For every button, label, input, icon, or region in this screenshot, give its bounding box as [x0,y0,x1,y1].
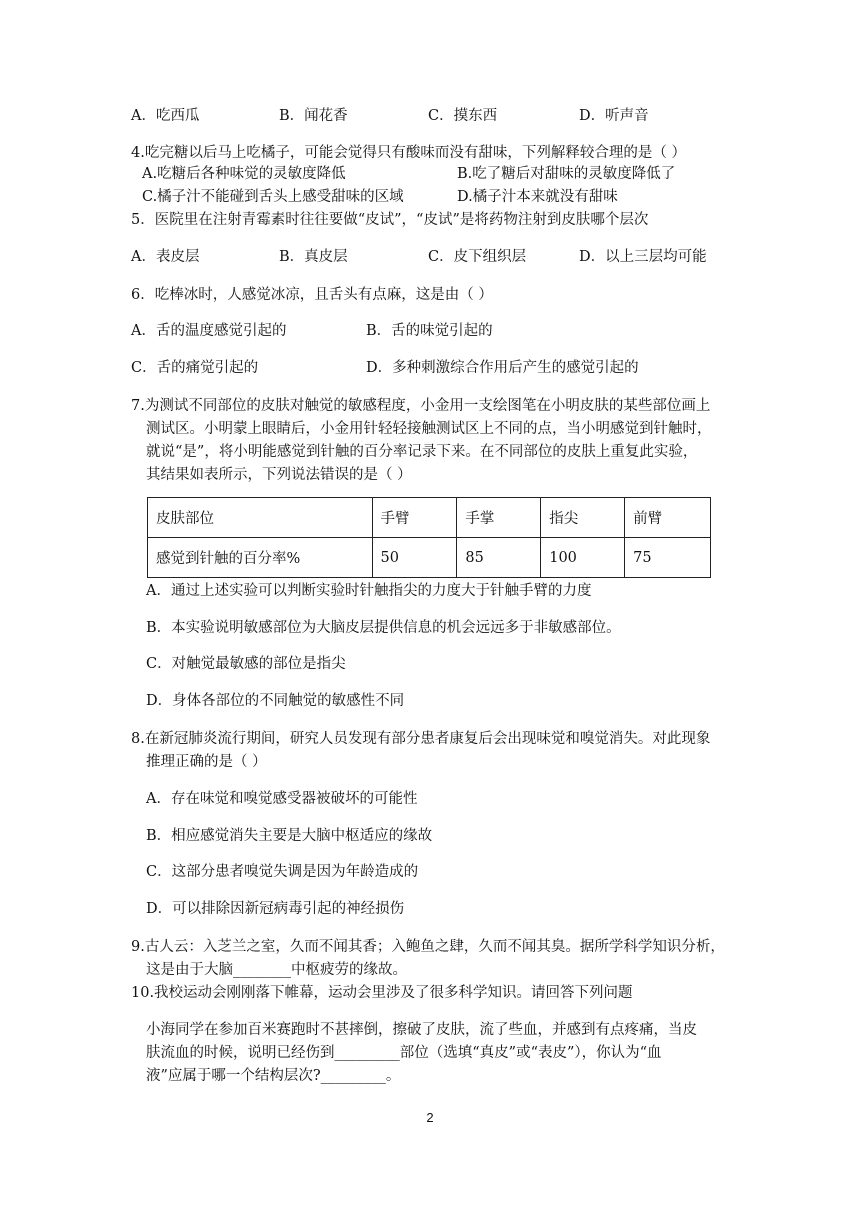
q6-option-a: A．舌的温度感觉引起的 [131,323,287,339]
q8-line-1: 8.在新冠肺炎流行期间，研究人员发现有部分患者康复后会出现味觉和嗅觉消失。对此现象 [131,731,711,747]
q10-intro: 10.我校运动会刚刚落下帷幕，运动会里涉及了很多科学知识。请回答下列问题 [131,985,633,1001]
table-cell: 85 [457,538,541,578]
q7-line-4: 其结果如表所示，下列说法错误的是（ ） [146,467,412,483]
table-cell: 指尖 [541,498,625,538]
page-number: 2 [426,1110,434,1125]
q4-option-c: C.橘子汁不能碰到舌头上感受甜味的区域 [142,189,404,205]
q10-line-2: 肤流血的时候，说明已经伤到_________部位（选填“真皮”或“表皮”），你认为“血 [146,1045,662,1061]
q7-option-a: A．通过上述实验可以判断实验时针触指尖的力度大于针触手臂的力度 [146,583,592,599]
q3-option-d: D．听声音 [579,108,649,124]
q8-option-b: B．相应感觉消失主要是大脑中枢适应的缘故 [146,828,433,844]
table-cell: 手臂 [372,498,457,538]
q6-option-d: D．多种刺激综合作用后产生的感觉引起的 [366,360,639,376]
q3-option-a: A．吃西瓜 [131,108,200,124]
table-header-row [148,498,711,538]
table-cell: 75 [625,538,711,578]
q6-option-b: B．舌的味觉引起的 [366,323,493,339]
q9-line-2: 这是由于大脑________中枢疲劳的缘故。 [146,962,407,978]
q7-line-2: 测试区。小明蒙上眼睛后，小金用针轻轻接触测试区上不同的点，当小明感觉到针触时， [146,421,712,437]
q10-line-1: 小海同学在参加百米赛跑时不甚摔倒，擦破了皮肤，流了些血，并感到有点疼痛，当皮 [146,1022,697,1038]
q10-line-3: 液”应属于哪一个结构层次?_________。 [146,1068,401,1084]
q6-stem: 6．吃棒冰时，人感觉冰凉，且舌头有点麻，这是由（ ） [131,287,493,303]
q4-stem: 4.吃完糖以后马上吃橘子，可能会觉得只有酸味而没有甜味，下列解释较合理的是（ ） [131,145,686,161]
q3-option-c: C．摸东西 [428,108,498,124]
q8-line-2: 推理正确的是（ ） [146,754,267,770]
q7-line-1: 7.为测试不同部位的皮肤对触觉的敏感程度，小金用一支绘图笔在小明皮肤的某些部位画上 [131,398,711,414]
table-cell: 感觉到针触的百分率% [148,538,373,578]
q5-option-d: D．以上三层均可能 [579,249,707,265]
q4-option-b: B.吃了糖后对甜味的灵敏度降低了 [457,166,676,182]
table-cell: 皮肤部位 [148,498,373,538]
table-cell: 前臂 [625,498,711,538]
q7-option-d: D．身体各部位的不同触觉的敏感性不同 [146,693,405,709]
q7-results-table [147,497,711,578]
q5-option-a: A．表皮层 [131,249,200,265]
q9-line-1: 9.古人云：入芝兰之室，久而不闻其香；入鲍鱼之肆，久而不闻其臭。据所学科学知识分析， [131,939,725,955]
table-row [148,538,711,578]
q8-option-c: C．这部分患者嗅觉失调是因为年龄造成的 [146,864,419,880]
q5-option-b: B．真皮层 [279,249,348,265]
table-cell: 100 [541,538,625,578]
q4-option-a: A.吃糖后各种味觉的灵敏度降低 [142,166,346,182]
q4-option-d: D.橘子汁本来就没有甜味 [457,189,618,205]
q5-option-c: C．皮下组织层 [428,249,527,265]
table-cell: 50 [372,538,457,578]
q7-option-b: B．本实验说明敏感部位为大脑皮层提供信息的机会远远多于非敏感部位。 [146,620,621,636]
q8-option-d: D．可以排除因新冠病毒引起的神经损伤 [146,901,405,917]
table-cell: 手掌 [457,498,541,538]
q8-option-a: A．存在味觉和嗅觉感受器被破坏的可能性 [146,791,418,807]
q6-option-c: C．舌的痛觉引起的 [131,360,259,376]
q7-option-c: C．对触觉最敏感的部位是指尖 [146,656,346,672]
q5-stem: 5．医院里在注射青霉素时往往要做“皮试”，“皮试”是将药物注射到皮肤哪个层次 [131,212,649,228]
q3-option-b: B．闻花香 [279,108,348,124]
q7-line-3: 就说“是”，将小明能感觉到针触的百分率记录下来。在不同部位的皮肤上重复此实验， [146,444,698,460]
